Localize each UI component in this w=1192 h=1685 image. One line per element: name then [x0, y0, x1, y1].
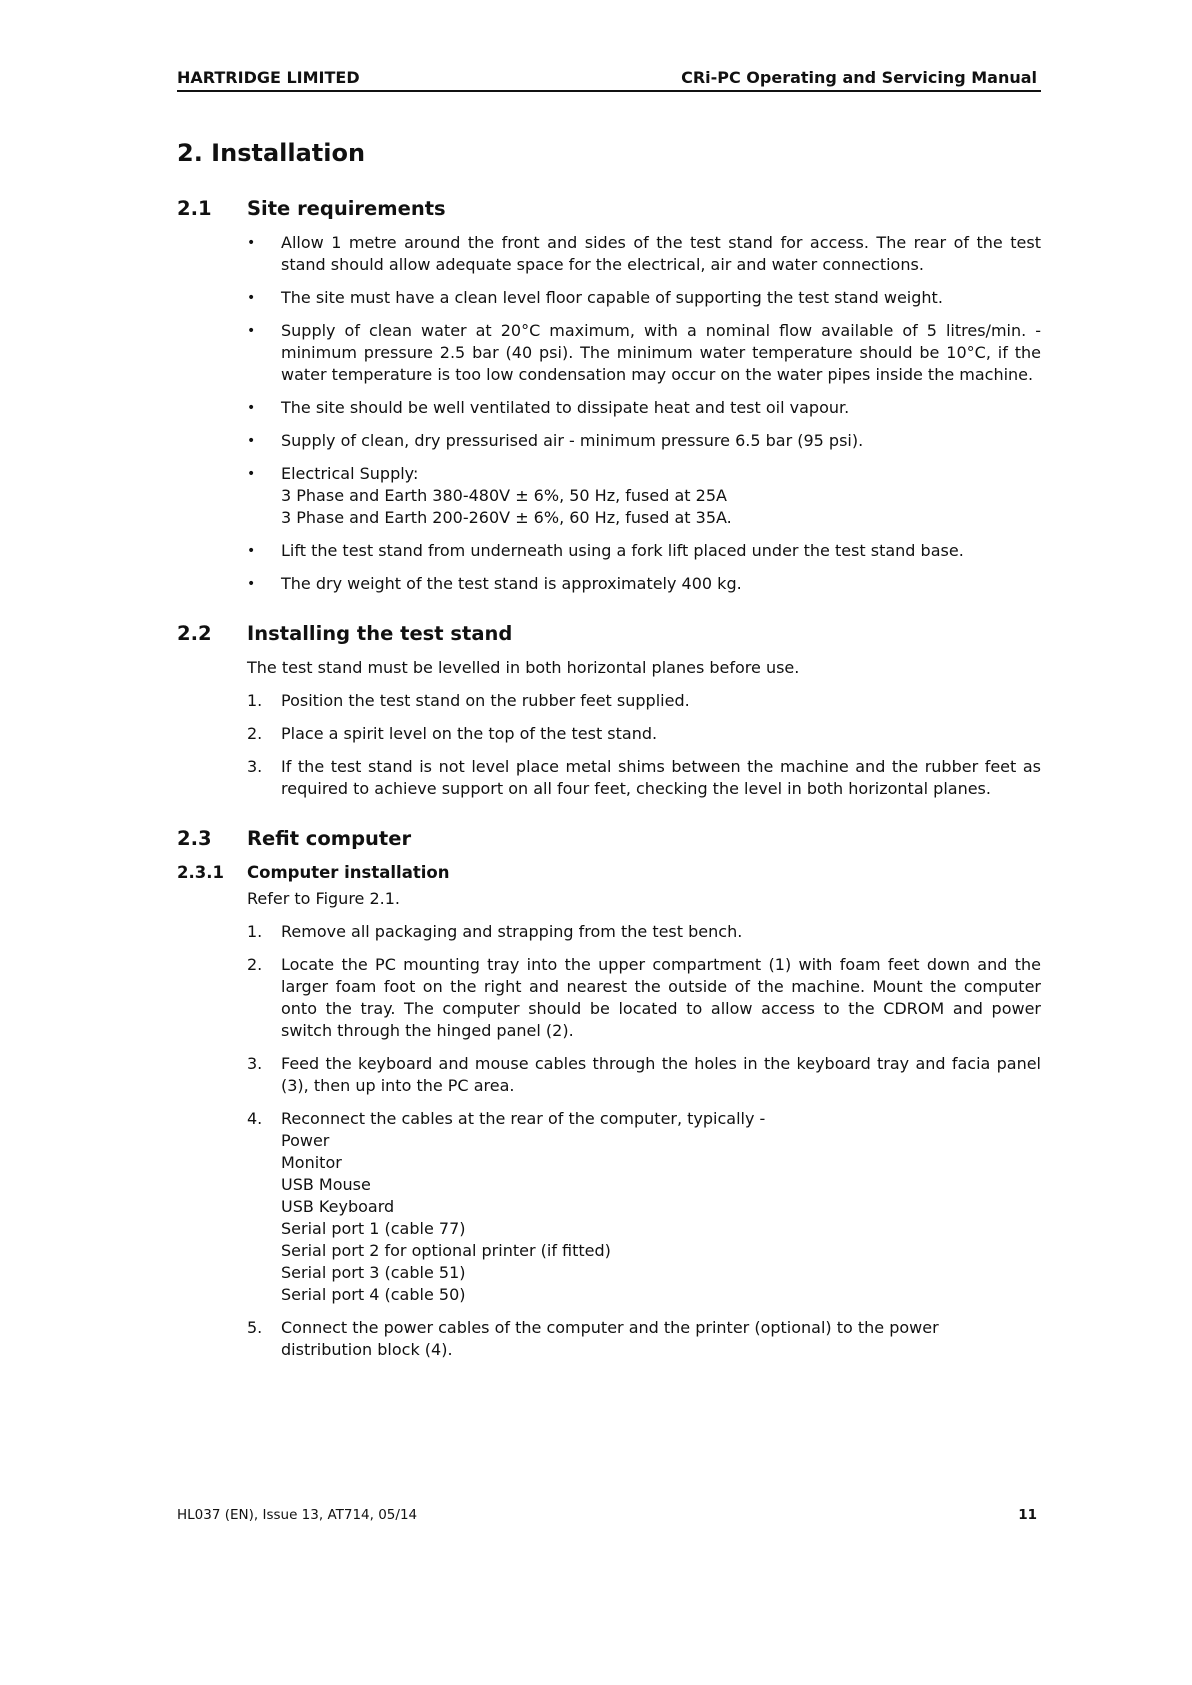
section-heading [177, 196, 1041, 222]
cable-item: Monitor [281, 1153, 342, 1172]
bullet-icon: • [247, 433, 256, 449]
steps-list [247, 690, 1041, 800]
section-title: Installing the test stand [247, 622, 513, 645]
list-item: • The site must have a clean level floor capable of supporting the test stand weight. [247, 288, 943, 307]
page-header [177, 68, 1041, 92]
chapter-title: 2. Installation [177, 139, 366, 167]
electrical-label: Electrical Supply: [281, 464, 419, 483]
cable-item: USB Keyboard [281, 1197, 395, 1216]
step-item: 2. Place a spirit level on the top of the test stand. [247, 724, 658, 743]
bullet-icon: • [247, 235, 256, 251]
step-number: 1. [247, 691, 263, 710]
step-number: 1. [247, 922, 263, 941]
section-number: 2.1 [177, 197, 212, 220]
step-item: 2. Locate the PC mounting tray into the upper compartment (1) with foam feet down and the larger foam foot on the right and nearest the outside of the machine. Mount the computer onto the tray. The computer should be located to allow access to the CDROM and power switch through the hinged panel (2). [247, 955, 1041, 1040]
page-content [177, 138, 1041, 1387]
document-reference: HL037 (EN), Issue 13, AT714, 05/14 [177, 1507, 418, 1523]
list-item: • Supply of clean, dry pressurised air - minimum pressure 6.5 bar (95 psi). [247, 431, 864, 450]
list-item: • Supply of clean water at 20°C maximum, with a nominal flow available of 5 litres/min. - minimum pressure 2.5 bar (40 psi). The minimum water temperature should be 10°C, if the water temperature is too low condensation may occur on the water pipes inside the machine. [247, 321, 1041, 384]
header-company: HARTRIDGE LIMITED [177, 68, 360, 87]
section-number: 2.2 [177, 622, 212, 645]
list-item: • Allow 1 metre around the front and sides of the test stand for access. The rear of the test stand should allow adequate space for the electrical, air and water connections. [247, 233, 1041, 274]
section-refit-computer [177, 826, 1041, 1361]
requirements-list [247, 232, 1041, 595]
section-heading [177, 621, 1041, 647]
section-installing-test-stand [177, 621, 1041, 800]
cable-item: Serial port 4 (cable 50) [281, 1285, 466, 1304]
step-item: 4. Reconnect the cables at the rear of the computer, typically - Power Monitor USB Mouse USB Keyboard Serial port 1 (cable 77) Serial port 2 for optional printer (if fitted) Serial port 3 (cable 51) Serial port 4 (cable 50) [247, 1108, 1041, 1306]
subsection-title: Computer installation [247, 863, 450, 882]
subsection-heading [177, 862, 1041, 884]
section-intro: The test stand must be levelled in both horizontal planes before use. [247, 658, 800, 677]
cable-item: Serial port 2 for optional printer (if fitted) [281, 1241, 611, 1260]
bullet-icon: • [247, 576, 256, 592]
steps-list [247, 921, 1041, 1361]
cable-item: Serial port 3 (cable 51) [281, 1263, 466, 1282]
step-number: 4. [247, 1109, 263, 1128]
page-number: 11 [1018, 1507, 1037, 1523]
bullet-icon: • [247, 290, 256, 306]
step-number: 3. [247, 757, 263, 776]
section-title: Refit computer [247, 827, 412, 850]
cable-item: Serial port 1 (cable 77) [281, 1219, 466, 1238]
electrical-line: 3 Phase and Earth 200-260V ± 6%, 60 Hz, fused at 35A. [281, 508, 732, 527]
step-item: 3. If the test stand is not level place metal shims between the machine and the rubber feet as required to achieve support on all four feet, checking the level in both horizontal planes. [247, 757, 1041, 798]
list-item: • The dry weight of the test stand is approximately 400 kg. [247, 574, 742, 593]
list-item: • The site should be well ventilated to dissipate heat and test oil vapour. [247, 398, 850, 417]
section-site-requirements [177, 196, 1041, 595]
step-item: 1. Position the test stand on the rubber feet supplied. [247, 691, 690, 710]
electrical-line: 3 Phase and Earth 380-480V ± 6%, 50 Hz, fused at 25A [281, 486, 727, 505]
figure-reference: Refer to Figure 2.1. [247, 889, 400, 908]
list-item: • Lift the test stand from underneath using a fork lift placed under the test stand base. [247, 541, 964, 560]
step-item: 5. Connect the power cables of the computer and the printer (optional) to the power distribution block (4). [247, 1318, 939, 1359]
step-number: 5. [247, 1318, 263, 1337]
step-number: 3. [247, 1054, 263, 1073]
bullet-icon: • [247, 323, 256, 339]
bullet-icon: • [247, 466, 256, 482]
section-title: Site requirements [247, 197, 446, 220]
bullet-icon: • [247, 543, 256, 559]
step-number: 2. [247, 955, 263, 974]
section-number: 2.3 [177, 827, 212, 850]
cable-item: USB Mouse [281, 1175, 371, 1194]
header-manual-title: CRi-PC Operating and Servicing Manual [681, 68, 1037, 87]
cable-item: Power [281, 1131, 330, 1150]
step-item: 1. Remove all packaging and strapping from the test bench. [247, 922, 743, 941]
subsection-number: 2.3.1 [177, 863, 224, 882]
list-item-electrical [247, 463, 1041, 529]
step-number: 2. [247, 724, 263, 743]
section-heading [177, 826, 1041, 852]
step-item: 3. Feed the keyboard and mouse cables through the holes in the keyboard tray and facia panel (3), then up into the PC area. [247, 1054, 1041, 1095]
bullet-icon: • [247, 400, 256, 416]
